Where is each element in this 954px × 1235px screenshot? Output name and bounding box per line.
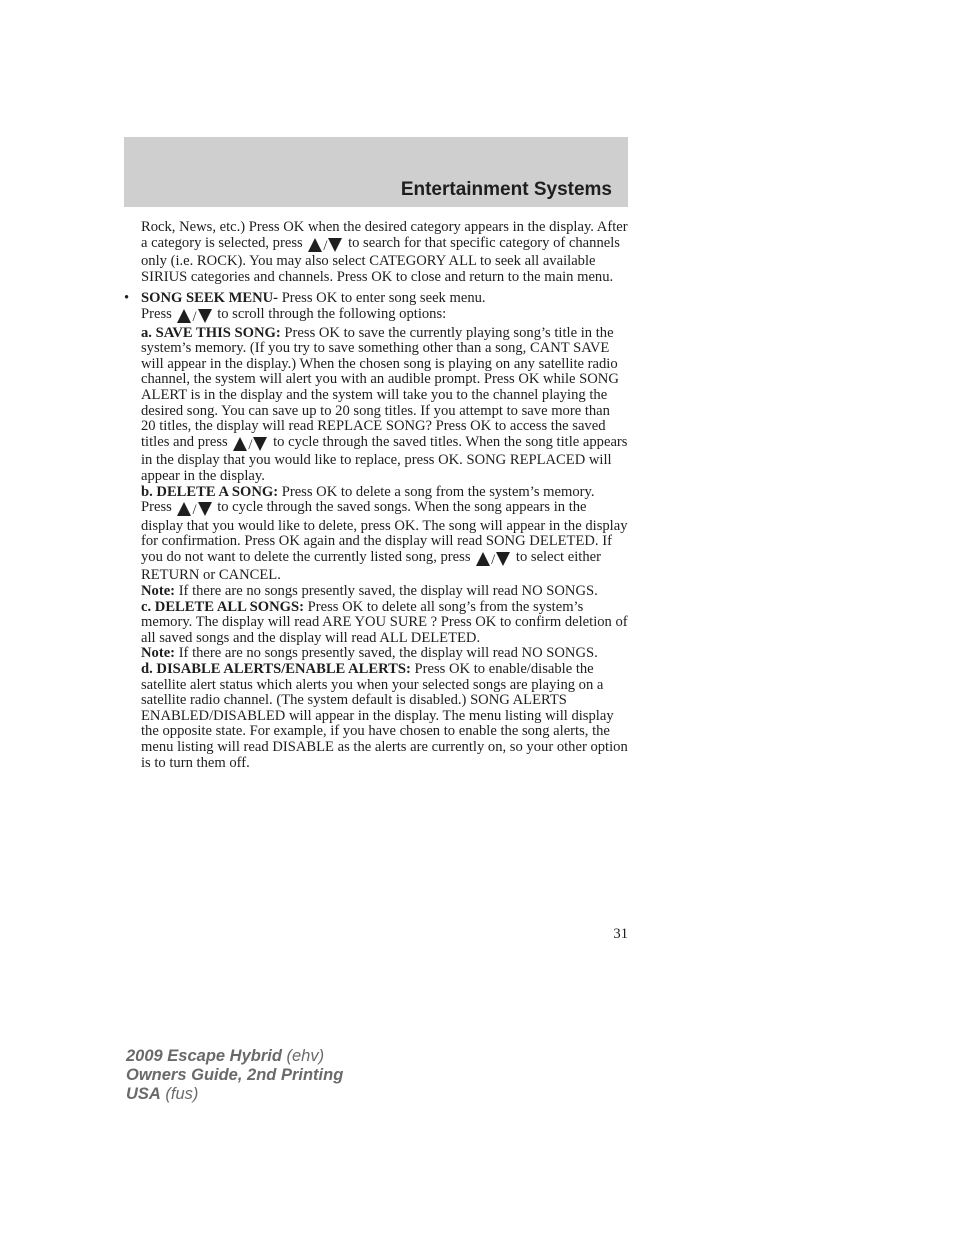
footer-line: Owners Guide, 2nd Printing	[126, 1066, 344, 1084]
page-number: 31	[613, 926, 628, 942]
disable-enable-alerts-paragraph: d. DISABLE ALERTS/ENABLE ALERTS: Press OK to enable/disable the satellite alert status which alerts you when your selected songs are playing on a satellite radio channel. (The system default is disabled.) SONG ALERTS ENABLED/DISABLED will appear in the display. The menu listing will display the opposite state. For example, if you have chosen to enable the song alerts, the menu listing will read DISABLE as the alerts are currently on, so your other option is to turn them off.	[141, 661, 628, 771]
up-down-arrows: /	[177, 309, 211, 326]
section-header-band	[124, 137, 628, 207]
delete-a-song-label: b. DELETE A SONG:	[141, 483, 279, 500]
down-arrow-icon	[253, 437, 267, 451]
down-arrow-icon	[496, 552, 510, 566]
note-label: Note:	[141, 645, 176, 662]
save-this-song-label: a. SAVE THIS SONG:	[141, 324, 281, 341]
note-label: Note:	[141, 583, 176, 600]
up-down-arrows: /	[308, 238, 342, 255]
down-arrow-icon	[198, 309, 212, 323]
note-paragraph: Note: If there are no songs presently saved, the display will read NO SONGS.	[141, 645, 598, 662]
up-arrow-icon	[233, 437, 247, 451]
document-footer	[126, 1047, 343, 1104]
up-down-arrows: /	[233, 437, 267, 454]
body-text	[124, 219, 628, 771]
down-arrow-icon	[328, 238, 342, 252]
delete-all-songs-label: c. DELETE ALL SONGS:	[141, 598, 305, 615]
delete-all-songs-paragraph: c. DELETE ALL SONGS: Press OK to delete all song’s from the system’s memory. The display will read ARE YOU SURE ? Press OK to confirm deletion of all saved songs and the display will read ALL DELETED.	[141, 598, 628, 646]
down-arrow-icon	[198, 502, 212, 516]
disable-enable-alerts-label: d. DISABLE ALERTS/ENABLE ALERTS:	[141, 661, 411, 678]
scroll-options-line: Press / to scroll through the following options:	[141, 305, 447, 325]
footer-line: USA (fus)	[126, 1085, 199, 1103]
footer-line: 2009 Escape Hybrid (ehv)	[126, 1047, 325, 1065]
delete-a-song-paragraph: b. DELETE A SONG: Press OK to delete a song from the system’s memory. Press / to cycle through the saved songs. When the song appears in the display that you would like to delete, press OK. The song will appear in the display for confirmation. Press OK again and the display will read SONG DELETED. If you do not want to delete the currently listed song, press / to select either RETURN or CANCEL.	[141, 483, 628, 584]
up-down-arrows: /	[476, 552, 510, 569]
up-arrow-icon	[177, 502, 191, 516]
save-this-song-paragraph: a. SAVE THIS SONG: Press OK to save the currently playing song’s title in the system’s memory. (If you try to save something other than a song, CANT SAVE will appear in the display.) When the chosen song is playing on any satellite radio channel, the system will alert you with an audible prompt. Press OK while SONG ALERT is in the display and the system will take you to the channel playing the desired song. You can save up to 20 song titles. If you attempt to save more than 20 titles, the display will read REPLACE SONG? Press OK to access the saved titles and press / to cycle through the saved titles. When the song title appears in the display that you would like to replace, press OK. SONG REPLACED will appear in the display.	[141, 324, 628, 484]
up-arrow-icon	[476, 552, 490, 566]
up-down-arrows: /	[177, 502, 211, 519]
up-arrow-icon	[308, 238, 322, 252]
song-seek-label: SONG SEEK MENU-	[141, 290, 279, 307]
section-title: Entertainment Systems	[400, 179, 612, 200]
bullet-icon: •	[124, 290, 130, 307]
note-paragraph: Note: If there are no songs presently saved, the display will read NO SONGS.	[141, 583, 598, 600]
song-seek-bullet: • SONG SEEK MENU- Press OK to enter song seek menu.	[124, 290, 486, 307]
category-paragraph: Rock, News, etc.) Press OK when the desired category appears in the display. After a category is selected, press / to search for that specific category of channels only (i.e. ROCK). You may also select CATEGORY ALL to seek all available SIRIUS categories and channels. Press OK to close and return to the main menu.	[141, 219, 628, 285]
up-arrow-icon	[177, 309, 191, 323]
